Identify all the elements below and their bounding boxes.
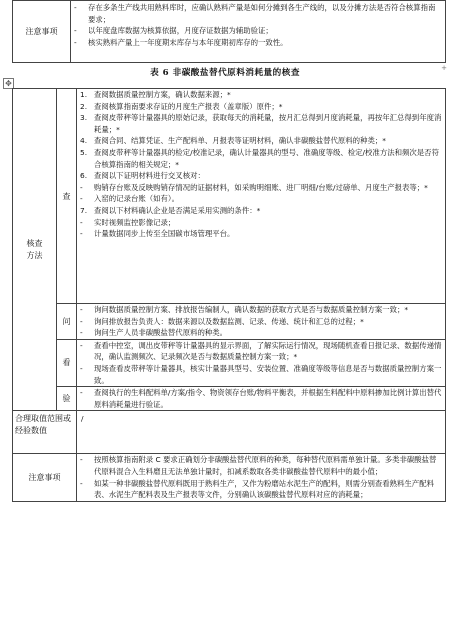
list-item: 3. 查阅皮带秤等计量器具的原始记录，获取每天的消耗量，按月汇总得到月度消耗量，再按年汇总得到年度消耗量；* <box>80 113 442 134</box>
list-item: - 计量数据同步上传至全国碳市场管理平台。 <box>80 229 235 239</box>
list-item: - 查看中控室，调出皮带秤等计量器具的显示界面，了解实际运行情况，现场随机查看日报记录、数据传递情况，确认监测频次、记录频次是否与数据质量控制方案一致；* <box>80 340 442 362</box>
top-notes-label: 注意事项 <box>13 1 71 63</box>
top-notes-table <box>12 0 446 63</box>
verify-text: - 查阅执行的生料配料单/方案/指令、物资领存台账/物料平衡表，并根据生料配料中原料掺加比例计算出替代原料消耗量进行验证。 <box>77 387 446 411</box>
main-table <box>12 88 446 502</box>
list-item: - 如某一种非碳酸盐替代原料既用于熟料生产，又作为粉磨站水泥生产的配料，则需分别查看熟料生产配料表、水泥生产配料表及生产报表等文件，分别确认该碳酸盐替代原料对应的消耗量； <box>80 478 434 500</box>
sub-label-check: 查 <box>57 89 77 304</box>
check-list <box>77 89 446 304</box>
list-item: 1. 查阅数据质量控制方案，确认数据来源；* <box>80 90 231 99</box>
method-label-cell <box>13 89 57 411</box>
list-item: - 以年度盘库数据为核算依据，月度存证数据为辅助验证； <box>74 26 273 36</box>
sub-label-see: 看 <box>57 339 77 386</box>
method-label-1: 核查 <box>26 238 43 248</box>
list-item: - 询问数据质量控制方案、排放报告编制人，确认数据的获取方式是否与数据质量控制方案一致；* <box>80 305 409 314</box>
reasonable-value: / <box>77 411 446 454</box>
list-item: 7. 查阅以下材料确认企业是否满足采用实测的条件：* <box>80 205 261 215</box>
move-anchor-icon[interactable]: ✥ <box>3 78 14 89</box>
sub-label-ask: 问 <box>57 304 77 340</box>
notes-label: 注意事项 <box>13 454 77 501</box>
list-item: 2. 查阅核算指南要求存证的月度生产报表（盖章版）原件；* <box>80 101 283 111</box>
list-item: - 询问排放报告负责人：数据来源以及数据监测、记录、传递、统计和汇总的过程；* <box>80 316 364 326</box>
list-item: - 入窑的记录台账（如有）。 <box>80 194 179 204</box>
list-item: - 询问生产人员非碳酸盐替代原料的种类。 <box>80 328 228 338</box>
list-item: - 购销存台账及反映购销存情况的证据材料，如采购明细账、进厂明细/台账/过磅单、月度生产报表等；* <box>80 182 428 192</box>
reasonable-label: 合理取值范围或经验数值 <box>13 411 77 454</box>
table-caption: 表 6 非碳酸盐替代原料消耗量的核查 <box>150 68 300 78</box>
method-label-2: 方法 <box>26 250 43 260</box>
list-item: 6. 查阅以下证明材料进行交叉核对： <box>80 171 205 181</box>
notes-list <box>77 454 446 501</box>
list-item: - 现场查看皮带秤等计量器具，核实计量器具型号、安装位置、准确度等级等信息是否与数据质量控制方案一致。 <box>80 363 442 385</box>
ask-list <box>77 304 446 340</box>
plus-icon[interactable]: + <box>441 64 447 72</box>
top-notes-list <box>71 1 446 63</box>
see-list <box>77 339 446 386</box>
list-item: - 核实熟料产量上一年度期末库存与本年度期初库存的一致性。 <box>74 37 288 47</box>
list-item: - 存在多条生产线共用熟料库时，应确认熟料产量是如何分摊到各生产线的，以及分摊方法是否符合核算指南要求； <box>74 3 436 24</box>
list-item: 4. 查阅合同、结算凭证、生产配料单、月报表等证明材料，确认非碳酸盐替代原料的种类；* <box>80 136 386 146</box>
list-item: - 实时视频监控影像记录； <box>80 217 176 227</box>
list-item: 5. 查阅皮带秤等计量器具的检定/校准记录，确认计量器具的型号、准确度等级、检定/校准方法和频次是否符合核算指南的相关规定；* <box>80 147 439 169</box>
sub-label-verify: 验 <box>57 387 77 411</box>
list-item: - 按照核算指南附录 C 要求正确划分非碳酸盐替代原料的种类，每种替代原料需单独计量。多类非碳酸盐替代原料混合入生料磨且无法单独计量时，扣减系数取各类非碳酸盐替代原料中的最小值； <box>80 455 437 476</box>
